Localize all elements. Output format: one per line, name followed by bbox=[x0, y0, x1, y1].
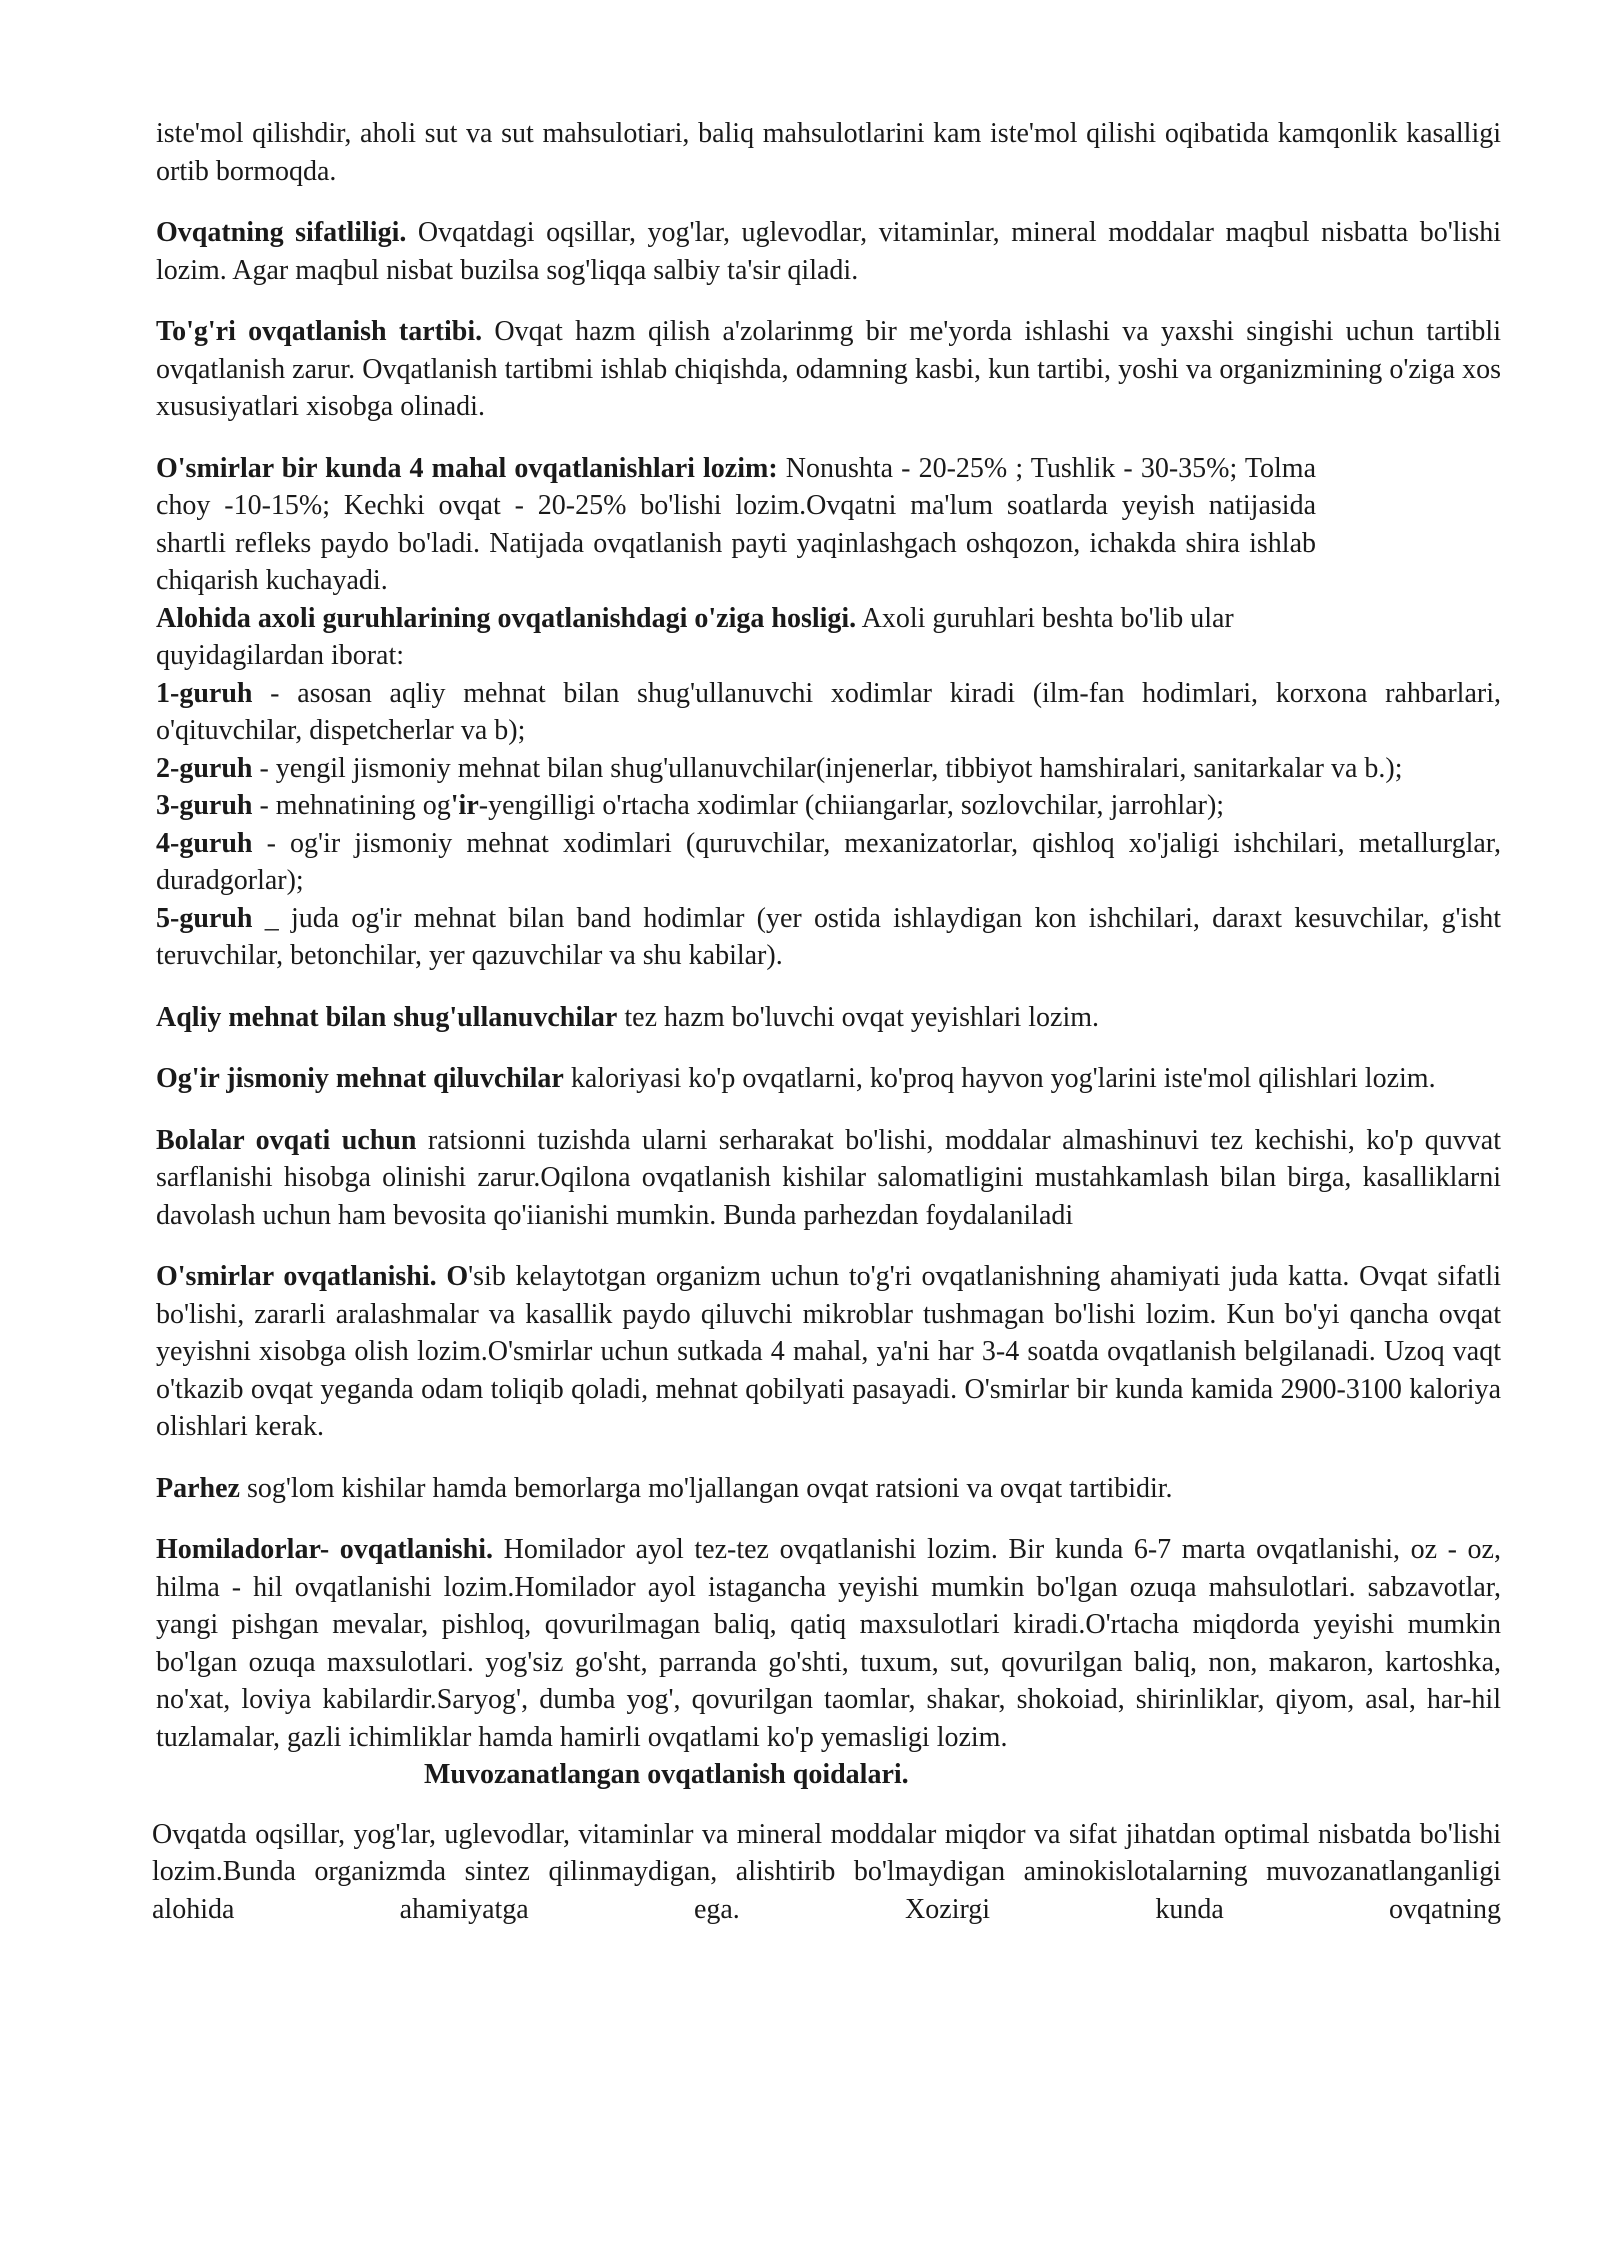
paragraph-intro: iste'mol qilishdir, aholi sut va sut mahsulotiari, baliq mahsulotlarini kam iste'mol qilishi oqibatida kamqonlik kasalligi ortib bormoqda. bbox=[156, 118, 1501, 187]
heading-diet: Parhez bbox=[156, 1472, 240, 1504]
heading-teen-nutrition: O'smirlar ovqatlanishi. O bbox=[156, 1261, 469, 1292]
group-3 bbox=[156, 787, 1501, 825]
paragraph-children-food bbox=[156, 1122, 1501, 1235]
group-2-text: - yengil jismoniy mehnat bilan shug'ullanuvchilar(injenerlar, tibbiyot hamshiralari, sanitarkalar va b.); bbox=[252, 752, 1403, 784]
text-children-food: ratsionni tuzishda ularni serharakat bo'lishi, moddalar almashinuvi tez kechishi, ko'p quvvat sarflanishi hisobga olinishi zarur.Oqilona ovqatlanish kishilar salomatligini mustahkamlash bilan birga, kasalliklarni davolash uchun ham bevosita qo'iianishi mumkin. Bunda parhezdan foydalaniladi bbox=[156, 1124, 1501, 1231]
heading-teen-meals: O'smirlar bir kunda 4 mahal ovqatlanishlari lozim: bbox=[156, 452, 778, 484]
heading-children-food: Bolalar ovqati uchun bbox=[156, 1124, 417, 1156]
group-3-text-a: - mehnatining og bbox=[252, 790, 451, 821]
group-3-text-b: -yengilligi o'rtacha xodimlar (chiiangarlar, sozlovchilar, jarrohlar); bbox=[478, 790, 1225, 821]
paragraph-food-quality bbox=[156, 214, 1501, 289]
text-population-groups: Axoli guruhlari beshta bo'lib ular quyidagilardan iborat: bbox=[156, 602, 1234, 671]
heading-food-quality: Ovqatning sifatliligi. bbox=[156, 217, 407, 248]
text-mental-work: tez hazm bo'luvchi ovqat yeyishlari lozim. bbox=[617, 1001, 1100, 1033]
group-4 bbox=[156, 825, 1501, 900]
group-2-label: 2-guruh bbox=[156, 752, 253, 784]
text-food-quality: Ovqatdagi oqsillar, yog'lar, uglevodlar, vitaminlar, mineral moddalar maqbul nisbatta bo'lishi lozim. Agar maqbul nisbat buzilsa sog'liqqa salbiy ta'sir qiladi. bbox=[156, 217, 1501, 286]
paragraph-diet bbox=[156, 1470, 1501, 1508]
group-5 bbox=[156, 900, 1501, 975]
paragraph-heavy-work bbox=[156, 1060, 1501, 1098]
heading-population-groups: Alohida axoli guruhlarining ovqatlanishdagi o'ziga hosligi. bbox=[156, 602, 857, 634]
paragraph-teen-nutrition bbox=[156, 1258, 1501, 1446]
group-1-label: 1-guruh bbox=[156, 677, 253, 709]
group-1 bbox=[156, 675, 1501, 750]
text-eating-regime: Ovqat hazm qilish a'zolarinmg bir me'yorda ishlashi va yaxshi singishi uchun tartibli ovqatlanish zarur. Ovqatlanish tartibmi ishlab chiqishda, odamning kasbi, kun tartibi, yoshi va organizmining o'ziga xos xususiyatlari xisobga olinadi. bbox=[156, 316, 1501, 422]
group-3-label: 3-guruh bbox=[156, 790, 253, 821]
group-5-label: 5-guruh bbox=[156, 902, 253, 934]
paragraph-teen-meals bbox=[156, 450, 1316, 600]
paragraph-pregnant-nutrition bbox=[156, 1531, 1501, 1756]
document-page bbox=[152, 115, 1501, 1928]
text-pregnant-nutrition: Homilador ayol tez-tez ovqatlanishi lozim. Bir kunda 6-7 marta ovqatlanishi, oz - oz, hilma - hil ovqatlanishi lozim.Homilador ayol istagancha yeyishi mumkin bo'lgan ozuqa mahsulotlari. sabzavotlar, yangi pishgan mevalar, pishloq, qovurilmagan baliq, qatiq maxsulotlari kiradi.O'rtacha miqdorda yeyishi mumkin bo'lgan ozuqa maxsulotlari. yog'siz go'sht, parranda go'shti, tuxum, sut, qovurilgan baliq, non, makaron, kartoshka, no'xat, loviya kabilardir.Saryog', dumba yog', qovurilgan taomlar, shakar, shokoiad, shirinliklar, qiyom, asal, har-hil tuzlamalar, gazli ichimliklar hamda hamirli ovqatlami ko'p yemasligi lozim. bbox=[156, 1534, 1501, 1753]
heading-eating-regime: To'g'ri ovqatlanish tartibi. bbox=[156, 316, 483, 347]
group-3-bold-fragment: 'ir bbox=[450, 790, 479, 821]
paragraph-balanced-nutrition: Ovqatda oqsillar, yog'lar, uglevodlar, vitaminlar va mineral moddalar miqdor va sifat jihatdan optimal nisbatda bo'lishi lozim.Bunda organizmda sintez qilinmaydigan, alishtirib bo'lmaydigan aminokislotalarning muvozanatlanganligi alohida ahamiyatga ega. Xozirgi kunda ovqatning bbox=[152, 1818, 1501, 1925]
heading-heavy-work: Og'ir jismoniy mehnat qiluvchilar bbox=[156, 1063, 564, 1094]
text-teen-meals: Nonushta - 20-25% ; Tushlik - 30-35%; Tolma choy -10-15%; Kechki ovqat - 20-25% bo'lishi lozim.Ovqatni ma'lum soatlarda yeyish natijasida shartli refleks paydo bo'ladi. Natijada ovqatlanish payti yaqinlashgach oshqozon, ichakda shira ishlab chiqarish kuchayadi. bbox=[156, 452, 1316, 596]
heading-pregnant-nutrition: Homiladorlar- ovqatlanishi. bbox=[156, 1534, 494, 1565]
section-title: Muvozanatlangan ovqatlanish qoidalari. bbox=[424, 1759, 909, 1790]
text-teen-nutrition: 'sib kelaytotgan organizm uchun to'g'ri ovqatlanishning ahamiyati juda katta. Ovqat sifatli bo'lishi, zararli aralashmalar va kasallik paydo qiluvchi mikroblar tushmagan bo'lishi lozim. Kun bo'yi qancha ovqat yeyishni xisobga olish lozim.O'smirlar uchun sutkada 4 mahal, ya'ni har 3-4 soatda ovqatlanish belgilanadi. Uzoq vaqt o'tkazib ovqat yeganda odam toliqib qoladi, mehnat qobilyati pasayadi. O'smirlar bir kunda kamida 2900-3100 kaloriya olishlari kerak. bbox=[156, 1261, 1501, 1442]
paragraph-eating-regime bbox=[156, 313, 1501, 426]
group-1-text: - asosan aqliy mehnat bilan shug'ullanuvchi xodimlar kiradi (ilm-fan hodimlari, korxona rahbarlari, o'qituvchilar, dispetcherlar va b); bbox=[156, 677, 1501, 746]
text-heavy-work: kaloriyasi ko'p ovqatlarni, ko'proq hayvon yog'larini iste'mol qilishlari lozim. bbox=[563, 1063, 1436, 1094]
text-diet: sog'lom kishilar hamda bemorlarga mo'ljallangan ovqat ratsioni va ovqat tartibidir. bbox=[239, 1472, 1173, 1504]
group-4-label: 4-guruh bbox=[156, 827, 253, 859]
paragraph-population-groups bbox=[156, 600, 1316, 675]
paragraph-mental-work bbox=[156, 999, 1501, 1037]
group-4-text: - og'ir jismoniy mehnat xodimlari (quruvchilar, mexanizatorlar, qishloq xo'jaligi ishchilari, metallurglar, duradgorlar); bbox=[156, 827, 1501, 896]
group-2 bbox=[156, 750, 1501, 788]
group-5-text: _ juda og'ir mehnat bilan band hodimlar (yer ostida ishlaydigan kon ishchilari, daraxt kesuvchilar, g'isht teruvchilar, betonchilar, yer qazuvchilar va shu kabilar). bbox=[156, 902, 1501, 971]
heading-mental-work: Aqliy mehnat bilan shug'ullanuvchilar bbox=[156, 1001, 618, 1033]
